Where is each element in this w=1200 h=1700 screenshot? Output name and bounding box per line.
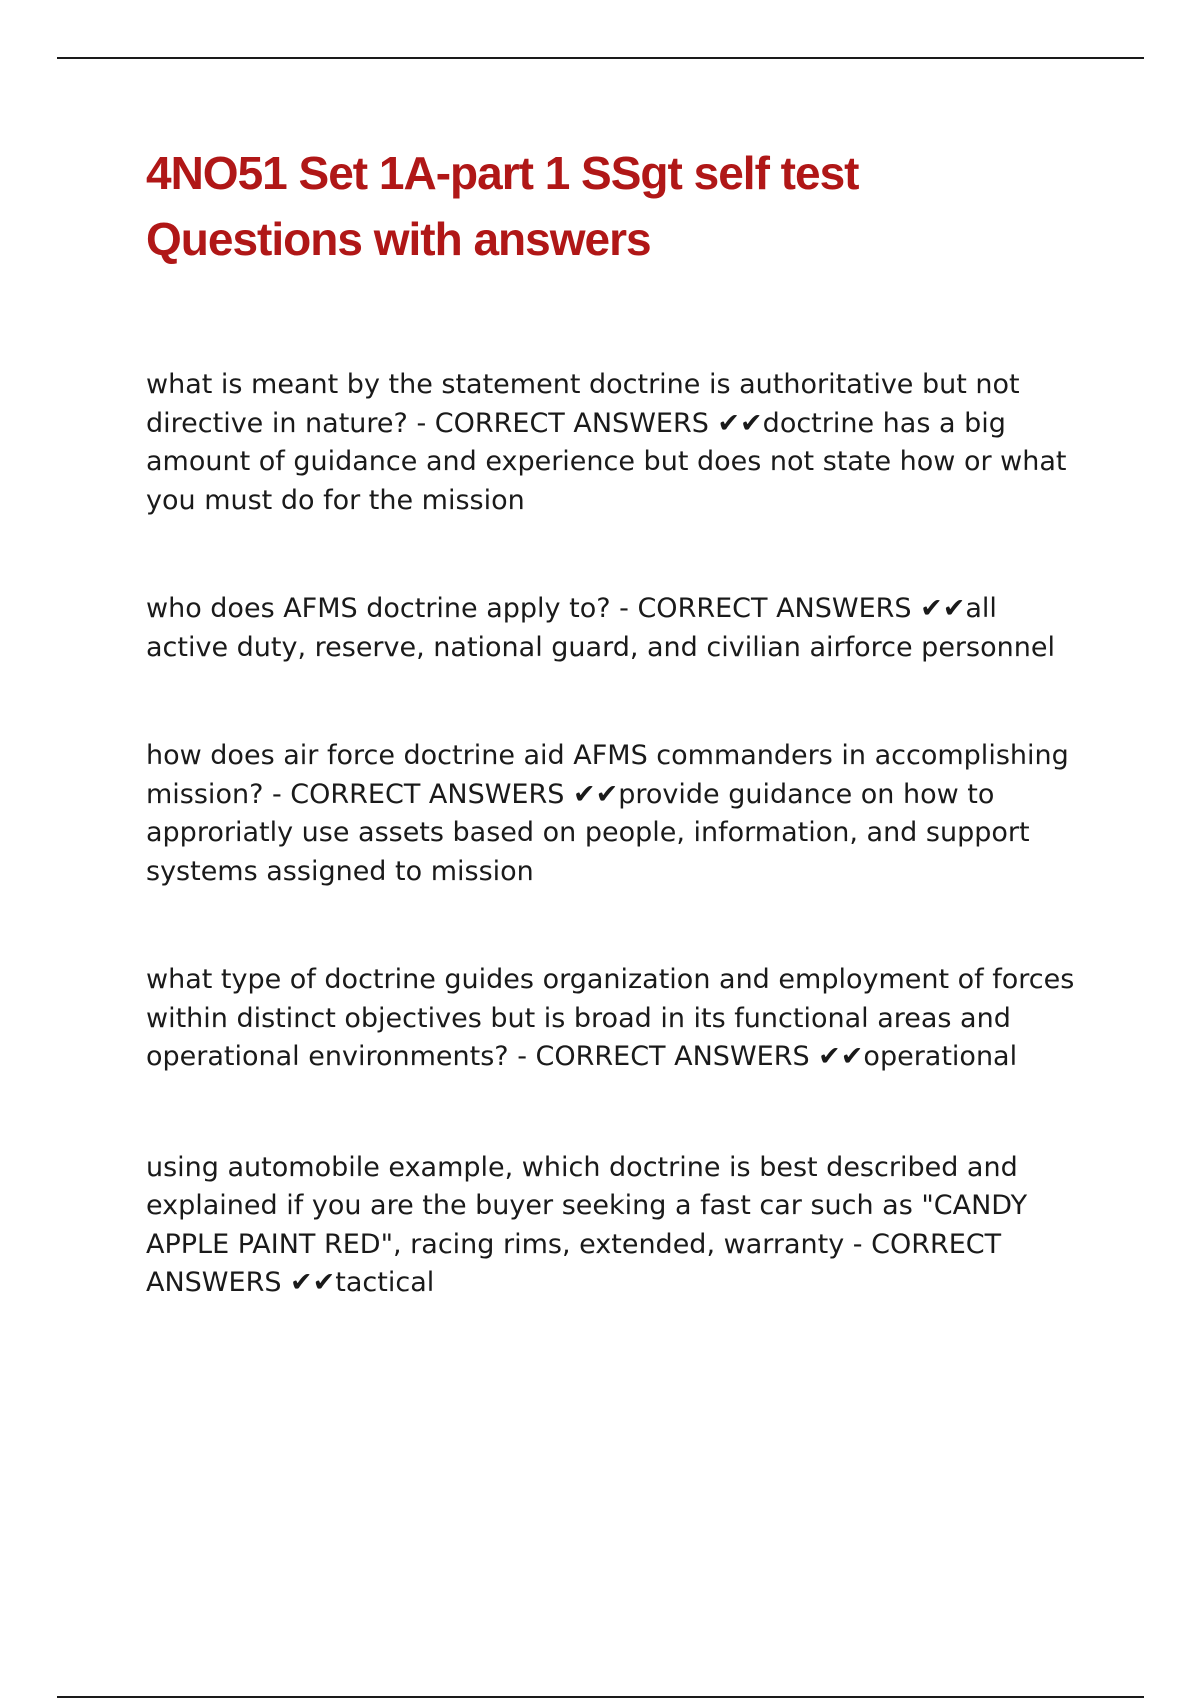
- qa-list: [146, 366, 1086, 1375]
- top-divider: [57, 57, 1144, 59]
- bottom-divider: [57, 1696, 1144, 1698]
- qa-item: what type of doctrine guides organization and employment of forces within distinct objectives but is broad in its functional areas and operational environments? - CORRECT ANSWERS ✔✔operational: [146, 964, 1075, 1072]
- qa-item: using automobile example, which doctrine is best described and explained if you are the buyer seeking a fast car such as "CANDY APPLE PAINT RED", racing rims, extended, warranty - CORRECT ANSWERS ✔✔tactical: [146, 1151, 1028, 1298]
- qa-item: what is meant by the statement doctrine is authoritative but not directive in nature? - CORRECT ANSWERS ✔✔doctrine has a big amount of guidance and experience but does not state how or what you must do for the mission: [146, 369, 1067, 516]
- qa-item: how does air force doctrine aid AFMS commanders in accomplishing mission? - CORRECT ANSWERS ✔✔provide guidance on how to approriatly use assets based on people, information, and support systems assigned to mission: [146, 740, 1069, 887]
- qa-item: who does AFMS doctrine apply to? - CORRECT ANSWERS ✔✔all active duty, reserve, national guard, and civilian airforce personnel: [146, 593, 1055, 663]
- document-title: 4NO51 Set 1A-part 1 SSgt self test Questions with answers: [146, 147, 859, 265]
